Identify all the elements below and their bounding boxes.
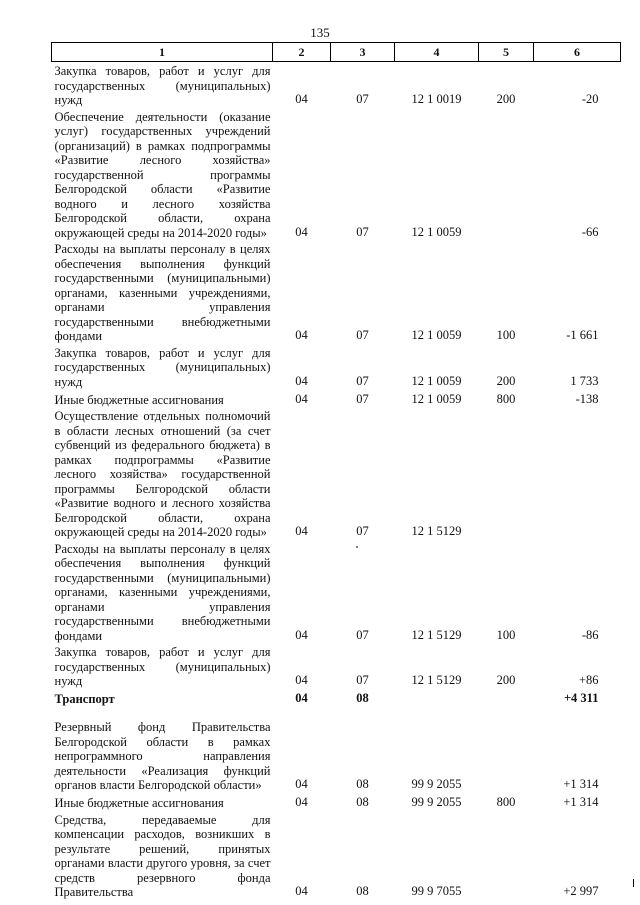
row-section-code: 04: [295, 795, 308, 809]
row-target-article: [395, 690, 479, 708]
row-expense-type: 200: [496, 92, 516, 106]
table-row: [52, 390, 621, 408]
table-row: [52, 109, 621, 242]
row-expense-type: [479, 708, 534, 794]
row-amount: -138: [575, 391, 599, 406]
column-header-4: 4: [395, 43, 479, 62]
column-header-3: 3: [331, 43, 395, 62]
row-expense-type: [479, 109, 534, 242]
budget-table: [51, 42, 621, 901]
row-description: Расходы на выплаты персоналу в целях обеспечения выполнения функций государственными (муниципальными) органами, казенными учреждениями, органами управления государственными внебюджетными фондами: [54, 242, 271, 343]
column-header-5: 5: [479, 43, 534, 62]
row-target-article: 99 9 2055: [411, 777, 462, 791]
row-section-code: 04: [295, 884, 308, 898]
table-row: [52, 241, 621, 345]
row-subsection-code: 07: [356, 673, 369, 687]
row-description: Резервный фонд Правительства Белгородской области в рамках непрограммного направления деятельности «Реализация функций органов власти Белгородской области»: [54, 720, 271, 792]
table-row: [52, 345, 621, 391]
row-description: Закупка товаров, работ и услуг для государственных (муниципальных) нужд: [54, 345, 271, 389]
row-amount: -20: [581, 92, 599, 106]
table-row: [52, 794, 621, 812]
row-expense-type: [479, 408, 534, 541]
row-expense-type: [479, 690, 534, 708]
row-expense-type: 100: [496, 627, 516, 642]
row-subsection-code: 07: [356, 373, 369, 388]
row-amount: -66: [581, 224, 599, 239]
row-expense-type: 800: [496, 391, 516, 406]
row-subsection-code: 07: [356, 328, 369, 342]
table-row: [52, 62, 621, 109]
row-expense-type: 200: [496, 673, 516, 687]
row-amount: +2 997: [563, 884, 599, 898]
table-row: [52, 644, 621, 690]
column-header-1: 1: [52, 43, 273, 62]
column-header-2: 2: [273, 43, 331, 62]
row-target-article: 99 9 7055: [411, 884, 462, 898]
header-row: [52, 43, 621, 62]
row-subsection-code: 07: [356, 92, 369, 106]
row-subsection-code: 07: [356, 224, 369, 239]
row-expense-type: 200: [496, 373, 516, 388]
row-amount: 1 733: [570, 373, 599, 388]
table-row: [52, 408, 621, 541]
row-amount: +1 314: [563, 795, 599, 809]
row-description: Средства, передаваемые для компенсации расходов, возникших в результате решений, принятых органами власти другого уровня, за счет средств резервного фонда Правительства: [54, 812, 271, 899]
row-amount: -86: [581, 627, 599, 642]
row-expense-type: 100: [496, 328, 516, 342]
row-subsection-code: 08: [356, 795, 369, 809]
table-body: [52, 62, 621, 901]
row-subsection-code: 08: [356, 691, 369, 705]
row-subsection-code: 08: [356, 777, 369, 791]
row-expense-type: [479, 812, 534, 901]
row-description: Иные бюджетные ассигнования: [54, 392, 224, 407]
row-target-article: 99 9 2055: [411, 795, 462, 809]
row-description: Транспорт: [54, 692, 115, 706]
table-header: [52, 43, 621, 62]
row-section-code: 04: [295, 627, 308, 642]
scan-artifact: [356, 546, 358, 548]
row-subsection-code: 07: [356, 391, 369, 406]
row-target-article: 12 1 5129: [411, 524, 462, 538]
table-row: [52, 541, 621, 645]
row-amount: -1 661: [566, 328, 599, 342]
row-target-article: 12 1 5129: [411, 673, 462, 687]
row-section-code: 04: [295, 224, 308, 239]
row-target-article: 12 1 0059: [411, 224, 462, 239]
margin-mark: [633, 879, 634, 887]
row-amount: +4 311: [563, 691, 599, 705]
row-description: Осуществление отдельных полномочий в области лесных отношений (за счет субвенций из федерального бюджета) в рамках подпрограммы «Развитие лесного хозяйства» государственной программы Белгородской области «Развитие водного и лесного хозяйства Белгородской области, охрана окружающей среды на 2014-2020 годы»: [54, 409, 271, 539]
row-description: Обеспечение деятельности (оказание услуг) государственных учреждений (организаций) в рамках подпрограммы «Развитие лесного хозяйства» государственной программы Белгородской области «Развитие водного и лесного хозяйства Белгородской области, охрана окружающей среды на 2014-2020 годы»: [54, 109, 271, 240]
row-description: Расходы на выплаты персоналу в целях обеспечения выполнения функций государственными (муниципальными) органами, казенными учреждениями, органами управления государственными внебюджетными фондами: [54, 541, 271, 643]
page-number: 135: [310, 25, 330, 40]
row-section-code: 04: [295, 391, 308, 406]
row-description: Закупка товаров, работ и услуг для государственных (муниципальных) нужд: [54, 64, 271, 107]
row-amount: [534, 408, 621, 541]
row-target-article: 12 1 5129: [411, 627, 462, 642]
row-section-code: 04: [295, 524, 308, 538]
row-target-article: 12 1 0059: [411, 373, 462, 388]
row-expense-type: 800: [496, 795, 516, 809]
table-row: [52, 812, 621, 901]
row-amount: +86: [578, 673, 599, 687]
row-description: Иные бюджетные ассигнования: [54, 796, 224, 810]
row-section-code: 04: [295, 328, 308, 342]
row-section-code: 04: [295, 691, 308, 705]
table-row: [52, 708, 621, 794]
row-subsection-code: 07: [356, 627, 369, 642]
row-target-article: 12 1 0059: [411, 391, 462, 406]
row-section-code: 04: [295, 673, 308, 687]
row-target-article: 12 1 0019: [411, 92, 462, 106]
row-amount: +1 314: [563, 777, 599, 791]
row-section-code: 04: [295, 373, 308, 388]
row-description: Закупка товаров, работ и услуг для государственных (муниципальных) нужд: [54, 645, 271, 688]
row-subsection-code: 08: [356, 884, 369, 898]
row-section-code: 04: [295, 777, 308, 791]
row-section-code: 04: [295, 92, 308, 106]
row-target-article: 12 1 0059: [411, 328, 462, 342]
table-row: [52, 690, 621, 708]
row-subsection-code: 07: [356, 524, 369, 538]
column-header-6: 6: [534, 43, 621, 62]
